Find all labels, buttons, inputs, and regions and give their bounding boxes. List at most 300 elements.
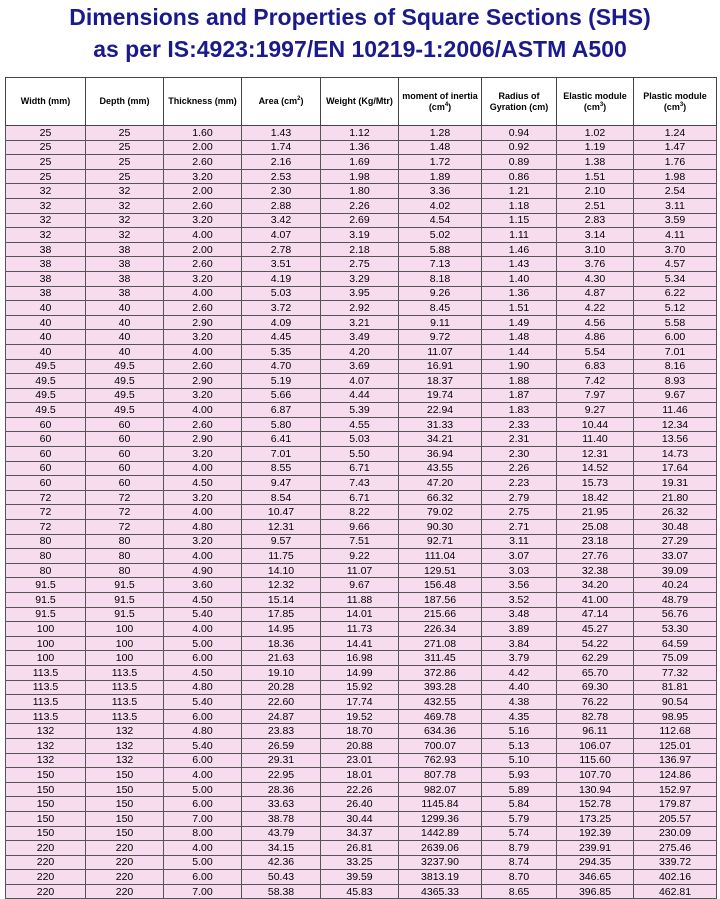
header-width [6,78,86,126]
cell-elastic-module: 27.76 [557,549,634,564]
cell-plastic-module: 1.47 [634,140,717,155]
cell-area: 10.47 [242,505,321,520]
cell-radius-of-gyration: 2.79 [482,490,557,505]
cell-depth: 49.5 [86,359,164,374]
cell-elastic-module: 5.54 [557,344,634,359]
cell-moment-of-inertia: 9.11 [399,315,482,330]
cell-area: 3.72 [242,301,321,316]
cell-radius-of-gyration: 3.89 [482,622,557,637]
cell-weight: 1.36 [321,140,399,155]
cell-weight: 18.01 [321,768,399,783]
header-text: Elastic module (cm [563,90,627,112]
cell-radius-of-gyration: 5.89 [482,782,557,797]
cell-width: 80 [6,549,86,564]
cell-plastic-module: 462.81 [634,884,717,899]
cell-plastic-module: 56.76 [634,607,717,622]
cell-radius-of-gyration: 8.79 [482,841,557,856]
cell-plastic-module: 6.00 [634,330,717,345]
cell-elastic-module: 11.40 [557,432,634,447]
cell-area: 5.35 [242,344,321,359]
cell-depth: 150 [86,768,164,783]
cell-thickness: 4.00 [164,622,242,637]
cell-moment-of-inertia: 79.02 [399,505,482,520]
table-row [6,155,717,170]
cell-thickness: 4.80 [164,680,242,695]
cell-depth: 91.5 [86,593,164,608]
cell-weight: 3.95 [321,286,399,301]
page-title: Dimensions and Properties of Square Sections (SHS) [69,4,651,30]
cell-thickness: 2.90 [164,374,242,389]
cell-radius-of-gyration: 3.07 [482,549,557,564]
cell-plastic-module: 19.31 [634,476,717,491]
cell-plastic-module: 402.16 [634,870,717,885]
cell-radius-of-gyration: 4.40 [482,680,557,695]
cell-area: 2.16 [242,155,321,170]
cell-width: 132 [6,738,86,753]
cell-plastic-module: 90.54 [634,695,717,710]
sections-table [5,77,717,899]
table-row [6,884,717,899]
cell-radius-of-gyration: 2.26 [482,461,557,476]
cell-width: 38 [6,257,86,272]
header-text: Plastic module (cm [643,90,707,112]
cell-radius-of-gyration: 2.71 [482,520,557,535]
cell-weight: 7.51 [321,534,399,549]
cell-area: 12.32 [242,578,321,593]
table-row [6,301,717,316]
header-superscript: 2 [297,96,301,102]
table-row [6,870,717,885]
cell-depth: 60 [86,447,164,462]
cell-moment-of-inertia: 156.48 [399,578,482,593]
cell-area: 38.78 [242,811,321,826]
cell-weight: 39.59 [321,870,399,885]
table-row [6,228,717,243]
cell-moment-of-inertia: 9.26 [399,286,482,301]
cell-weight: 5.50 [321,447,399,462]
cell-radius-of-gyration: 1.46 [482,242,557,257]
cell-weight: 34.37 [321,826,399,841]
cell-depth: 49.5 [86,374,164,389]
cell-depth: 220 [86,855,164,870]
cell-thickness: 4.50 [164,665,242,680]
cell-plastic-module: 26.32 [634,505,717,520]
cell-moment-of-inertia: 1.89 [399,169,482,184]
cell-radius-of-gyration: 4.35 [482,709,557,724]
cell-width: 25 [6,126,86,141]
cell-plastic-module: 13.56 [634,432,717,447]
cell-radius-of-gyration: 8.65 [482,884,557,899]
cell-elastic-module: 76.22 [557,695,634,710]
cell-width: 91.5 [6,593,86,608]
cell-plastic-module: 5.12 [634,301,717,316]
cell-plastic-module: 8.93 [634,374,717,389]
cell-moment-of-inertia: 5.88 [399,242,482,257]
cell-plastic-module: 4.57 [634,257,717,272]
cell-area: 43.79 [242,826,321,841]
cell-depth: 132 [86,738,164,753]
table-row [6,330,717,345]
cell-area: 2.53 [242,169,321,184]
cell-weight: 9.22 [321,549,399,564]
cell-radius-of-gyration: 8.74 [482,855,557,870]
cell-weight: 1.69 [321,155,399,170]
cell-elastic-module: 21.95 [557,505,634,520]
cell-depth: 91.5 [86,607,164,622]
cell-area: 4.45 [242,330,321,345]
cell-area: 14.10 [242,563,321,578]
cell-area: 2.88 [242,198,321,213]
cell-width: 100 [6,651,86,666]
table-row [6,432,717,447]
cell-plastic-module: 339.72 [634,855,717,870]
cell-elastic-module: 1.51 [557,169,634,184]
cell-width: 132 [6,724,86,739]
cell-depth: 40 [86,330,164,345]
cell-thickness: 3.20 [164,534,242,549]
cell-depth: 80 [86,563,164,578]
cell-depth: 132 [86,724,164,739]
cell-elastic-module: 47.14 [557,607,634,622]
cell-area: 6.41 [242,432,321,447]
cell-area: 5.66 [242,388,321,403]
cell-elastic-module: 82.78 [557,709,634,724]
cell-area: 2.30 [242,184,321,199]
header-moment-of-inertia [399,78,482,126]
cell-moment-of-inertia: 11.07 [399,344,482,359]
table-row [6,607,717,622]
cell-elastic-module: 54.22 [557,636,634,651]
cell-plastic-module: 136.97 [634,753,717,768]
cell-depth: 80 [86,534,164,549]
cell-moment-of-inertia: 4365.33 [399,884,482,899]
cell-area: 8.55 [242,461,321,476]
cell-weight: 1.98 [321,169,399,184]
cell-area: 4.70 [242,359,321,374]
cell-moment-of-inertia: 1.72 [399,155,482,170]
cell-width: 60 [6,432,86,447]
cell-thickness: 5.40 [164,738,242,753]
cell-plastic-module: 2.54 [634,184,717,199]
cell-radius-of-gyration: 8.70 [482,870,557,885]
cell-depth: 100 [86,651,164,666]
cell-weight: 11.07 [321,563,399,578]
cell-plastic-module: 5.34 [634,271,717,286]
table-row [6,797,717,812]
cell-moment-of-inertia: 19.74 [399,388,482,403]
cell-moment-of-inertia: 3237.90 [399,855,482,870]
table-row [6,359,717,374]
cell-area: 11.75 [242,549,321,564]
cell-width: 49.5 [6,403,86,418]
cell-depth: 220 [86,870,164,885]
cell-area: 12.31 [242,520,321,535]
cell-moment-of-inertia: 634.36 [399,724,482,739]
cell-thickness: 2.00 [164,184,242,199]
cell-weight: 8.22 [321,505,399,520]
cell-depth: 60 [86,432,164,447]
table-row [6,665,717,680]
cell-thickness: 3.20 [164,490,242,505]
cell-thickness: 4.00 [164,228,242,243]
cell-area: 5.19 [242,374,321,389]
cell-plastic-module: 1.76 [634,155,717,170]
cell-depth: 32 [86,228,164,243]
table-row [6,213,717,228]
cell-thickness: 3.20 [164,213,242,228]
cell-moment-of-inertia: 129.51 [399,563,482,578]
cell-area: 42.36 [242,855,321,870]
cell-width: 220 [6,855,86,870]
cell-plastic-module: 112.68 [634,724,717,739]
cell-moment-of-inertia: 18.37 [399,374,482,389]
cell-weight: 3.19 [321,228,399,243]
cell-area: 5.03 [242,286,321,301]
cell-weight: 19.52 [321,709,399,724]
cell-plastic-module: 21.80 [634,490,717,505]
cell-width: 40 [6,315,86,330]
cell-radius-of-gyration: 2.23 [482,476,557,491]
cell-thickness: 3.20 [164,271,242,286]
header-superscript: 3 [679,101,684,108]
cell-depth: 40 [86,344,164,359]
cell-weight: 1.80 [321,184,399,199]
cell-radius-of-gyration: 0.86 [482,169,557,184]
cell-depth: 150 [86,826,164,841]
cell-radius-of-gyration: 2.30 [482,447,557,462]
cell-width: 72 [6,490,86,505]
cell-width: 113.5 [6,680,86,695]
cell-area: 23.83 [242,724,321,739]
cell-weight: 23.01 [321,753,399,768]
table-row [6,505,717,520]
cell-depth: 25 [86,126,164,141]
table-row [6,490,717,505]
cell-elastic-module: 396.85 [557,884,634,899]
cell-area: 18.36 [242,636,321,651]
cell-width: 60 [6,417,86,432]
cell-radius-of-gyration: 1.83 [482,403,557,418]
cell-radius-of-gyration: 3.56 [482,578,557,593]
cell-thickness: 3.60 [164,578,242,593]
cell-area: 4.07 [242,228,321,243]
cell-moment-of-inertia: 271.08 [399,636,482,651]
cell-thickness: 6.00 [164,753,242,768]
table-row [6,811,717,826]
cell-thickness: 4.90 [164,563,242,578]
cell-weight: 30.44 [321,811,399,826]
cell-moment-of-inertia: 700.07 [399,738,482,753]
cell-weight: 2.75 [321,257,399,272]
table-row [6,622,717,637]
cell-weight: 4.20 [321,344,399,359]
cell-depth: 49.5 [86,403,164,418]
cell-area: 3.42 [242,213,321,228]
cell-weight: 2.18 [321,242,399,257]
cell-elastic-module: 25.08 [557,520,634,535]
cell-thickness: 5.00 [164,855,242,870]
cell-moment-of-inertia: 43.55 [399,461,482,476]
cell-radius-of-gyration: 5.93 [482,768,557,783]
header-text: moment of inertia (cm [402,90,478,112]
cell-moment-of-inertia: 1145.84 [399,797,482,812]
cell-width: 49.5 [6,359,86,374]
cell-depth: 25 [86,169,164,184]
cell-radius-of-gyration: 1.36 [482,286,557,301]
cell-depth: 113.5 [86,665,164,680]
header-text: Width (mm) [20,96,71,106]
cell-radius-of-gyration: 1.88 [482,374,557,389]
cell-moment-of-inertia: 22.94 [399,403,482,418]
cell-depth: 60 [86,417,164,432]
cell-thickness: 3.20 [164,447,242,462]
cell-thickness: 4.00 [164,841,242,856]
cell-weight: 2.69 [321,213,399,228]
cell-area: 9.57 [242,534,321,549]
cell-area: 20.28 [242,680,321,695]
cell-weight: 3.21 [321,315,399,330]
cell-moment-of-inertia: 215.66 [399,607,482,622]
cell-moment-of-inertia: 7.13 [399,257,482,272]
cell-weight: 14.01 [321,607,399,622]
cell-elastic-module: 1.02 [557,126,634,141]
cell-weight: 14.41 [321,636,399,651]
cell-depth: 25 [86,140,164,155]
cell-elastic-module: 1.19 [557,140,634,155]
header-weight [321,78,399,126]
cell-plastic-module: 9.67 [634,388,717,403]
cell-elastic-module: 1.38 [557,155,634,170]
cell-thickness: 2.60 [164,198,242,213]
cell-radius-of-gyration: 1.44 [482,344,557,359]
cell-thickness: 6.00 [164,870,242,885]
cell-thickness: 3.20 [164,169,242,184]
cell-width: 60 [6,461,86,476]
header-text-suffix: ) [300,96,304,106]
cell-thickness: 4.50 [164,593,242,608]
cell-area: 29.31 [242,753,321,768]
table-row [6,184,717,199]
cell-plastic-module: 230.09 [634,826,717,841]
cell-plastic-module: 14.73 [634,447,717,462]
cell-elastic-module: 96.11 [557,724,634,739]
cell-elastic-module: 34.20 [557,578,634,593]
cell-width: 49.5 [6,388,86,403]
table-row [6,476,717,491]
cell-radius-of-gyration: 1.90 [482,359,557,374]
cell-plastic-module: 3.70 [634,242,717,257]
cell-moment-of-inertia: 36.94 [399,447,482,462]
cell-weight: 5.39 [321,403,399,418]
cell-radius-of-gyration: 3.11 [482,534,557,549]
cell-radius-of-gyration: 5.74 [482,826,557,841]
cell-area: 17.85 [242,607,321,622]
cell-moment-of-inertia: 187.56 [399,593,482,608]
cell-thickness: 5.00 [164,782,242,797]
cell-elastic-module: 2.10 [557,184,634,199]
cell-moment-of-inertia: 3.36 [399,184,482,199]
cell-weight: 4.07 [321,374,399,389]
cell-elastic-module: 12.31 [557,447,634,462]
cell-moment-of-inertia: 432.55 [399,695,482,710]
cell-plastic-module: 27.29 [634,534,717,549]
cell-plastic-module: 1.98 [634,169,717,184]
cell-width: 91.5 [6,607,86,622]
cell-width: 60 [6,476,86,491]
cell-depth: 72 [86,520,164,535]
cell-weight: 7.43 [321,476,399,491]
cell-thickness: 4.00 [164,286,242,301]
cell-area: 1.74 [242,140,321,155]
header-area [242,78,321,126]
table-row [6,126,717,141]
cell-thickness: 4.00 [164,768,242,783]
cell-thickness: 7.00 [164,811,242,826]
cell-area: 5.80 [242,417,321,432]
cell-depth: 25 [86,155,164,170]
cell-elastic-module: 69.30 [557,680,634,695]
header-thickness [164,78,242,126]
cell-elastic-module: 65.70 [557,665,634,680]
cell-moment-of-inertia: 982.07 [399,782,482,797]
cell-depth: 132 [86,753,164,768]
cell-moment-of-inertia: 1.28 [399,126,482,141]
cell-depth: 100 [86,622,164,637]
cell-width: 32 [6,213,86,228]
cell-plastic-module: 39.09 [634,563,717,578]
cell-area: 34.15 [242,841,321,856]
cell-plastic-module: 77.32 [634,665,717,680]
cell-area: 19.10 [242,665,321,680]
cell-elastic-module: 3.10 [557,242,634,257]
cell-thickness: 4.00 [164,505,242,520]
cell-area: 1.43 [242,126,321,141]
cell-radius-of-gyration: 3.03 [482,563,557,578]
cell-plastic-module: 8.16 [634,359,717,374]
cell-radius-of-gyration: 2.31 [482,432,557,447]
table-row [6,461,717,476]
cell-plastic-module: 11.46 [634,403,717,418]
cell-radius-of-gyration: 1.87 [482,388,557,403]
cell-weight: 11.88 [321,593,399,608]
cell-plastic-module: 30.48 [634,520,717,535]
cell-elastic-module: 6.83 [557,359,634,374]
cell-depth: 38 [86,242,164,257]
cell-depth: 38 [86,271,164,286]
table-row [6,738,717,753]
header-superscript: 3 [599,101,604,108]
table-row [6,315,717,330]
cell-plastic-module: 33.07 [634,549,717,564]
cell-depth: 100 [86,636,164,651]
table-row [6,709,717,724]
cell-elastic-module: 32.38 [557,563,634,578]
cell-depth: 220 [86,841,164,856]
cell-elastic-module: 7.97 [557,388,634,403]
cell-weight: 15.92 [321,680,399,695]
table-row [6,724,717,739]
cell-thickness: 7.00 [164,884,242,899]
cell-weight: 2.92 [321,301,399,316]
cell-elastic-module: 130.94 [557,782,634,797]
table-row [6,534,717,549]
cell-plastic-module: 17.64 [634,461,717,476]
cell-depth: 40 [86,315,164,330]
cell-plastic-module: 124.86 [634,768,717,783]
table-row [6,563,717,578]
cell-area: 3.51 [242,257,321,272]
header-superscript: 4 [444,101,449,108]
